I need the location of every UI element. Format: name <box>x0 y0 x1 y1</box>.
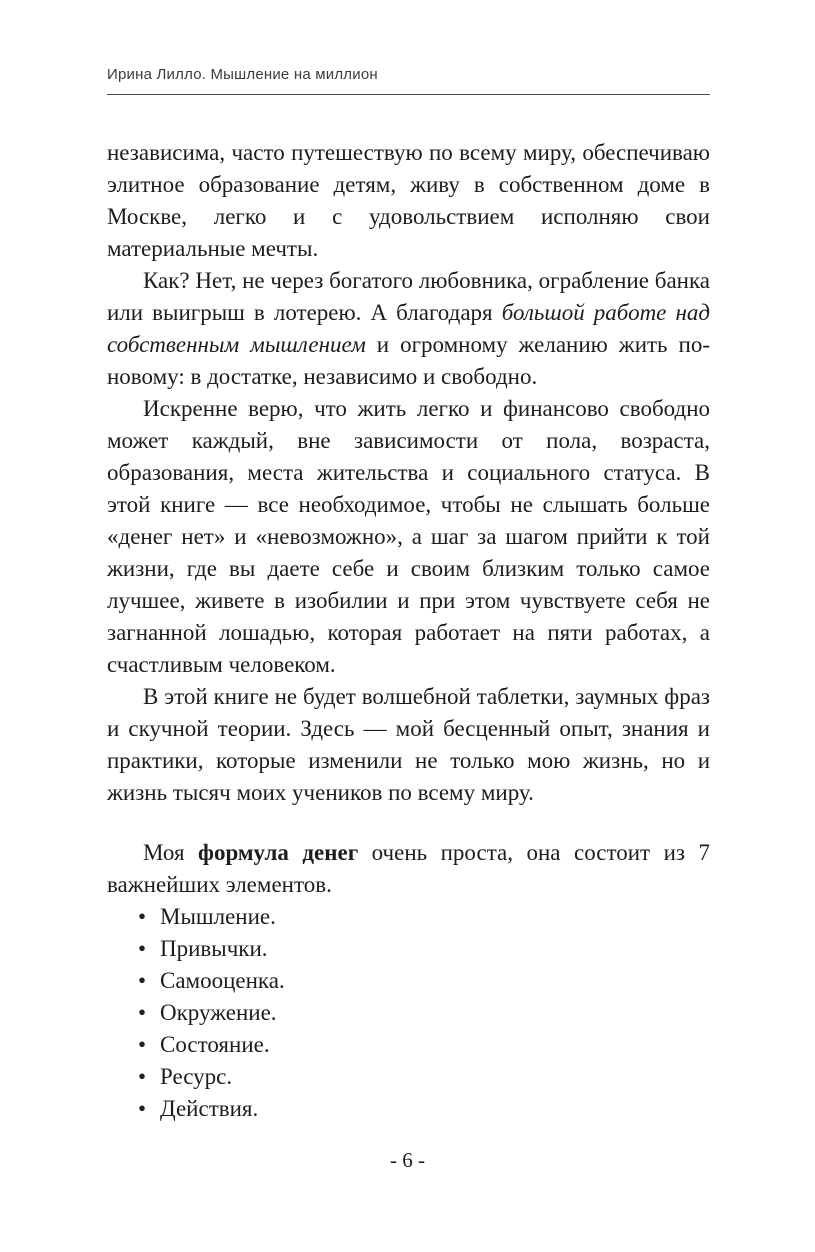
paragraph-2-italic-phrase: большой работе над собственным мышлением <box>107 300 710 357</box>
page-body <box>107 137 710 1125</box>
list-item-label: Ресурс. <box>160 1064 233 1089</box>
list-item <box>107 1029 710 1061</box>
bullet-icon: • <box>138 968 147 993</box>
list-item-label: Действия. <box>160 1096 259 1121</box>
paragraph-3-text: Искренне верю, что жить легко и финансово свободно может каждый, вне зависимости от пола, возраста, образования, места жительства и социального статуса. В этой книге — все необходимое, чтобы не слышать больше «денег нет» и «невозможно», а шаг за шагом прийти к той жизни, где вы даете себе и своим близким только самое лучшее, живете в изобилии и при этом чувствуете себя не загнанной лошадью, которая работает на пяти работах, а счастливым человеком. <box>107 396 710 677</box>
list-item <box>107 1093 710 1125</box>
bullet-icon: • <box>138 936 147 961</box>
bullet-icon: • <box>138 1064 147 1089</box>
paragraph-5-text-pre: Моя <box>143 840 199 865</box>
paragraph-4-text: В этой книге не будет волшебной таблетки, заумных фраз и скучной теории. Здесь — мой бесценный опыт, знания и практики, которые изменили не только мою жизнь, но и жизнь тысяч моих учеников по всему миру. <box>107 684 710 805</box>
list-item <box>107 997 710 1029</box>
header-divider <box>107 94 710 95</box>
list-item <box>107 933 710 965</box>
list-item-label: Самооценка. <box>160 968 285 993</box>
page-number: - 6 - <box>390 1148 425 1172</box>
list-item-label: Привычки. <box>160 936 268 961</box>
paragraph-4 <box>107 681 710 809</box>
bullet-icon: • <box>138 1032 147 1057</box>
paragraph-3 <box>107 393 710 681</box>
list-item <box>107 1061 710 1093</box>
running-header-title: Ирина Лилло. Мышление на миллион <box>107 66 378 83</box>
paragraph-2-text-post: и огромному желанию жить по-новому: в достатке, независимо и свободно. <box>107 332 710 389</box>
list-item-label: Состояние. <box>160 1032 270 1057</box>
bullet-icon: • <box>138 904 147 929</box>
paragraph-2 <box>107 265 710 393</box>
page-header <box>107 66 710 95</box>
paragraph-5 <box>107 837 710 901</box>
paragraph-2-text-pre: Как? Нет, не через богатого любовника, ограбление банка или выигрыш в лотерею. А благодаря <box>107 268 710 325</box>
bullet-icon: • <box>138 1096 147 1121</box>
list-item <box>107 901 710 933</box>
list-item-label: Мышление. <box>160 904 276 929</box>
paragraph-1 <box>107 137 710 265</box>
paragraph-5-text-post: очень проста, она состоит из 7 важнейших элементов. <box>107 840 710 897</box>
bullet-icon: • <box>138 1000 147 1025</box>
list-item <box>107 965 710 997</box>
page-footer <box>0 1148 815 1173</box>
formula-elements-list <box>107 901 710 1125</box>
paragraph-5-bold-phrase: формула денег <box>198 840 359 865</box>
paragraph-1-text: независима, часто путешествую по всему миру, обеспечиваю элитное образование детям, живу в собственном доме в Москве, легко и с удовольствием исполняю свои материальные мечты. <box>107 140 710 261</box>
list-item-label: Окружение. <box>160 1000 277 1025</box>
